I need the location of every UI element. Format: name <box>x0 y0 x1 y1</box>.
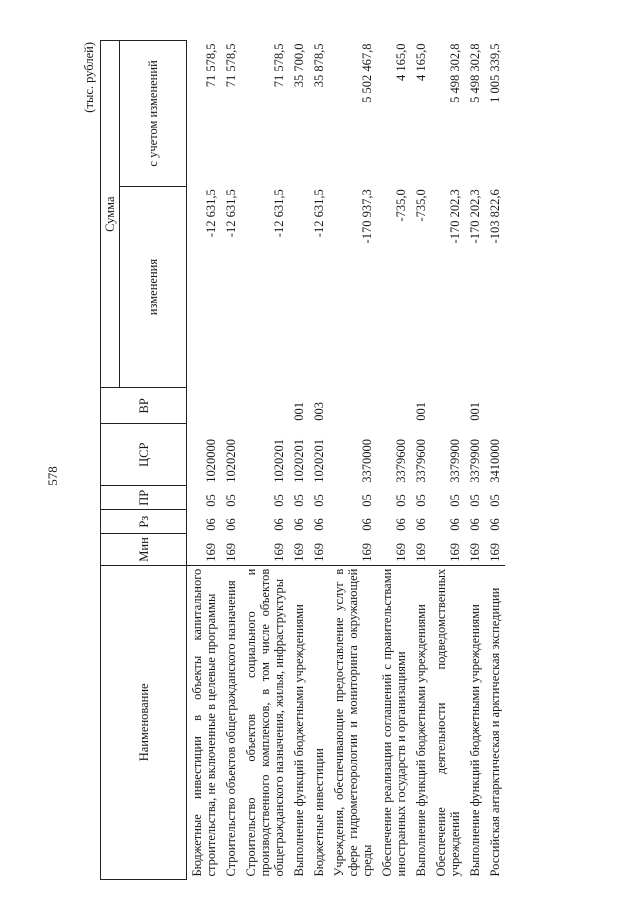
row-rz: 06 <box>224 518 238 531</box>
row-name: Строительство объектов социального и производственного комплексов, в том числе объектов общегражданского назначения, жилья, инфраструктуры <box>244 568 286 877</box>
header-vr: ВР <box>101 388 187 424</box>
row-csr: 1020000 <box>204 438 218 483</box>
row-change <box>289 186 309 388</box>
row-change: -103 822,6 <box>488 189 502 244</box>
row-change: -12 631,5 <box>204 189 218 238</box>
row-pr: 05 <box>272 494 286 507</box>
row-csr: 3379600 <box>394 438 408 483</box>
header-row-1 <box>101 41 120 880</box>
row-name: Обеспечение реализации соглашений с правительствами иностранных государств и организациями <box>380 568 408 877</box>
row-min: 169 <box>465 534 485 566</box>
row-change: -735,0 <box>394 189 408 222</box>
row-change: -12 631,5 <box>272 189 286 238</box>
row-name: Выполнение функций бюджетными учреждениями <box>468 604 482 877</box>
row-vr <box>431 388 465 424</box>
row-vr <box>329 388 377 424</box>
row-min: 169 <box>309 534 329 566</box>
header-csr: ЦСР <box>101 424 187 486</box>
row-name: Учреждения, обеспечивающие предоставление услуг в сфере гидрометеорологии и мониторинга окружающей среды <box>332 568 374 877</box>
budget-table <box>100 40 505 880</box>
row-vr: 001 <box>414 402 428 421</box>
row-total: 5 498 302,8 <box>448 43 462 103</box>
header-name: Наименование <box>101 565 187 879</box>
row-change: -170 202,3 <box>468 189 482 244</box>
row-rz: 06 <box>204 518 218 531</box>
row-csr: 3379600 <box>414 438 428 483</box>
row-pr: 05 <box>414 494 428 507</box>
row-csr: 1020200 <box>224 438 238 483</box>
row-total: 71 578,5 <box>272 43 286 88</box>
row-min: 169 <box>289 534 309 566</box>
row-total: 71 578,5 <box>224 43 238 88</box>
rotated-document <box>80 40 580 880</box>
row-pr: 05 <box>204 494 218 507</box>
row-rz: 06 <box>312 518 326 531</box>
table-row <box>465 41 485 880</box>
row-csr: 3379900 <box>468 438 482 483</box>
table-row <box>289 41 309 880</box>
row-pr: 05 <box>292 494 306 507</box>
row-total: 35 700,0 <box>292 43 306 88</box>
row-pr: 05 <box>488 494 502 507</box>
row-csr: 1020201 <box>272 438 286 483</box>
row-min: 169 <box>485 534 505 566</box>
row-total: 4 165,0 <box>414 43 428 81</box>
row-min: 169 <box>377 534 411 566</box>
row-pr: 05 <box>360 494 374 507</box>
table-row <box>221 41 241 880</box>
row-pr: 05 <box>312 494 326 507</box>
row-pr: 05 <box>394 494 408 507</box>
table-row <box>377 41 411 880</box>
row-min: 169 <box>241 534 289 566</box>
row-name: Строительство объектов общегражданского назначения <box>224 580 238 877</box>
row-name: Бюджетные инвестиции <box>312 748 326 877</box>
table-body <box>187 41 506 880</box>
header-min: Мин <box>101 534 187 566</box>
row-rz: 06 <box>414 518 428 531</box>
row-vr <box>241 388 289 424</box>
row-csr: 3410000 <box>488 438 502 483</box>
table-row <box>241 41 289 880</box>
row-vr <box>377 388 411 424</box>
row-total: 5 502 467,8 <box>360 43 374 103</box>
row-rz: 06 <box>272 518 286 531</box>
row-vr: 001 <box>468 402 482 421</box>
row-total: 1 005 339,5 <box>488 43 502 103</box>
header-change: изменения <box>120 186 187 388</box>
row-name: Выполнение функций бюджетными учреждениями <box>292 604 306 877</box>
row-total: 5 498 302,8 <box>468 43 482 103</box>
table-row <box>485 41 505 880</box>
row-min: 169 <box>221 534 241 566</box>
table-row <box>431 41 465 880</box>
row-csr: 1020201 <box>312 438 326 483</box>
row-change: -735,0 <box>414 189 428 222</box>
row-min: 169 <box>329 534 377 566</box>
row-vr: 003 <box>312 402 326 421</box>
row-total: 4 165,0 <box>394 43 408 81</box>
row-pr: 05 <box>224 494 238 507</box>
page-number: 578 <box>44 466 60 486</box>
table-row <box>309 41 329 880</box>
row-rz: 06 <box>360 518 374 531</box>
row-csr: 3370000 <box>360 438 374 483</box>
row-pr: 05 <box>448 494 462 507</box>
header-rz: Рз <box>101 510 187 534</box>
row-min: 169 <box>187 534 222 566</box>
row-change: -170 202,3 <box>448 189 462 244</box>
row-vr <box>187 388 222 424</box>
row-rz: 06 <box>448 518 462 531</box>
header-with-change: с учетом изменений <box>120 41 187 187</box>
table-row <box>187 41 222 880</box>
row-csr: 3379900 <box>448 438 462 483</box>
row-change: -12 631,5 <box>224 189 238 238</box>
row-pr: 05 <box>468 494 482 507</box>
table-row <box>411 41 431 880</box>
header-sum-group: Сумма <box>101 41 120 388</box>
row-vr: 001 <box>292 402 306 421</box>
row-rz: 06 <box>468 518 482 531</box>
row-name: Российская антарктическая и арктическая экспедиции <box>488 587 502 877</box>
row-rz: 06 <box>292 518 306 531</box>
row-min: 169 <box>431 534 465 566</box>
row-rz: 06 <box>488 518 502 531</box>
row-min: 169 <box>411 534 431 566</box>
row-csr: 1020201 <box>292 438 306 483</box>
row-vr <box>221 388 241 424</box>
row-name: Бюджетные инвестиции в объекты капитального строительства, не включенные в целевые программы <box>190 568 218 877</box>
table-row <box>329 41 377 880</box>
row-name: Выполнение функций бюджетными учреждениями <box>414 604 428 877</box>
row-total: 35 878,5 <box>312 43 326 88</box>
header-pr: ПР <box>101 486 187 510</box>
units-note: (тыс. рублей) <box>82 42 96 113</box>
row-total: 71 578,5 <box>204 43 218 88</box>
row-name: Обеспечение деятельности подведомственных учреждений <box>434 568 462 877</box>
row-rz: 06 <box>394 518 408 531</box>
row-change: -12 631,5 <box>312 189 326 238</box>
row-change: -170 937,3 <box>360 189 374 244</box>
row-vr <box>485 388 505 424</box>
